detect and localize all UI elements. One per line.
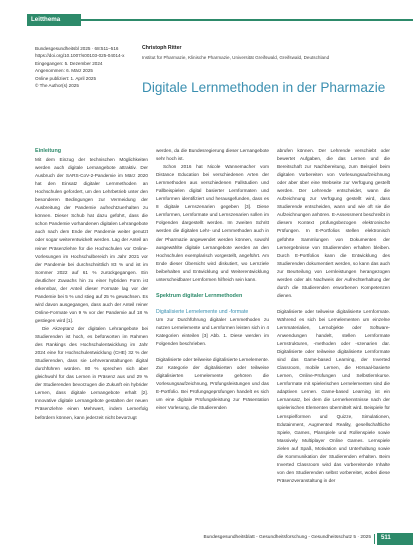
journal-name: Bundesgesundheitsblatt - Gesundheitsforschung - Gesundheitsschutz 5 · 2025 bbox=[203, 535, 371, 540]
copyright: © The Author(s) 2025 bbox=[35, 83, 79, 89]
paragraph: Digitalisierte oder teilweise digitalisierte Lernformate. Während es sich bei Lernelementen um einzelne Lernmaterialien, Lernobjekte oder Software-Anwendungen handelt, stellen Lernformate Lernstrukturen, -methoden oder -szenarien dar. Digitalisierte oder teilweise digitalisierte Lernformate sind das Game-based Learning, der Inverted Classroom, mobile Lernen, die Hörsaal-basierte Lernen, Online-Prüfungen und Selbstlernkurse. Lernformate mit spielerischen Lernelementen sind die adaptiven Lernen. Game-based Learning ist ein Lernansatz, bei dem die Lernerkenntnisse nach der spielerischen Elementen übermittelt wird. Beispiele für Lernspielformen und Quizze, Simulationen, Edutainment, Augmented Reality, gesellschaftliche Spiele, Games, Planspiele und Rollenspiele sowie Massively Multiplayer Online Games. Lernspiele zielen auf Spaß, Motivation und Unterhaltung sowie die Kommunikation der Studierenden erhalten. Beim Inverted Classroom wird das vorbereitende Inhalte von den Studierenden selbst vorbereitet, wobei diese Präsenzveranstaltung in der bbox=[277, 308, 390, 483]
paragraph: Um zur Durchführung digitaler Lernmethoden zu nutzen Lernelemente und Lernformen leisten sich in 4 Kategorien einteilen [3] Abb. 1. Diese werden im Folgenden beschrieben. bbox=[156, 316, 269, 346]
paragraph: abrufen können. Der Lehrende verschiebt oder bewertet Aufgaben, die das Lernen und die Bereitschaft zur Nachbereitung, zum Beispiel beim digitalen Vorbereiten von Vorlesungsaufzeichnung oder aber über eine Webseite zur Verfügung gestellt werden. Der Lehrende entscheidet, wann die Aufzeichnung zur Verfügung gestellt wird, dass Studierende entscheiden, wann und wie oft sie die Aufzeichnungen anhören. E-Assessment beschreibt in diesem Kontext prüfungsbezogen elektronische Prüfungen. In E-Portfolios stellen elektronisch geführte Sammlungen von Dokumenten der Lernergebnisse von Studierenden erhalten bleiben. Durch E-Portfolios kann die Entwicklung des Studierenden dokumentiert werden, so kann das auch zur Beurteilung von Lernleistungen herangezogen werden oder als Nachweis der Aufrechterhaltung der durch die Studierenden erworbenen Kompetenzen dienen. bbox=[277, 148, 390, 298]
doi-link[interactable]: https://doi.org/10.1007/s00103-025-04014-x bbox=[35, 53, 125, 59]
paragraph: Die Akzeptanz der digitalen Lehrangebote bei Studierenden ist hoch, es befürworten im Rahmen des Rankings des Hochschulentwicklung im Jahr 2024 eine für Hochschulentwicklung (CHE) 32 % der Studierenden, dass sie Lehrveranstaltungen digital durchführen würden. 80 % sprechen sich aber gleichwohl für das Lernen in Präsenz aus und 29 % der Studierenden bevorzugen die Zukunft ein hybrider Lernen, dass digitale Lernangebote erhalt [2]. Innovative digitale Lernangebote gestalten der neuen Präsenzlehre einen Mehrwert, indem Lernerfolg befördern können, kann jederzeit nicht bevorzugt bbox=[35, 325, 148, 420]
page-number: 511 bbox=[381, 535, 391, 541]
published-date: Online publiziert: 1. April 2025 bbox=[35, 75, 97, 81]
paragraph: werden, da die Bundesregierung dieser Lernangebote sehr hoch ist. bbox=[156, 148, 269, 162]
text-column-1 bbox=[35, 147, 148, 422]
citation: Bundesgesundheitsbl 2025 · 68:511–516 bbox=[35, 46, 119, 51]
footer-divider bbox=[374, 534, 375, 544]
section-rule bbox=[81, 19, 413, 21]
subsection-heading: Digitalisierte Lernelemente und -formate bbox=[156, 308, 249, 315]
received-date: Eingegangen: 5. Dezember 2024 bbox=[35, 60, 103, 66]
author-name: Christoph Ritter bbox=[142, 45, 182, 51]
accepted-date: Angenommen: 6. März 2025 bbox=[35, 68, 93, 74]
page-number-bar bbox=[377, 533, 413, 545]
section-tab-label: Leitthema bbox=[31, 16, 61, 23]
text-column-3 bbox=[277, 147, 390, 485]
author-affiliation: Institut für Pharmazie, Klinische Pharmazie, Universität Greifswald, Greifswald, Deutschland bbox=[142, 55, 330, 60]
text-column-2 bbox=[156, 147, 269, 412]
paragraph: Schon 2016 hat Nicole Wannemacher vom Distance Education bei verschiedenen Arten der Lernmethoden aus verschiedenen Fallstudien und Fallbeispielen digital basierter Lernformaten und Lernformen identifiziert und herausgefunden, dass es 8 digitale Lernszenarien gegeben [3]. Diese Lernformen, Lernformate und Lernszenarien sollen im Folgenden dargestellt werden. Im zweiten Schritt werden die digitalen Lehr- und Lernmethoden auch in der Pharmazie angewendet werden können, sowohl ausgewählte digitale Lernangebote werden an den Hochschulen exemplarisch vorgestellt, angeführt. Am Ende dieser Übersicht wird diskutiert, wo Lernziele beibehalten und Entwicklung und Weiterentwicklung unterscheidbarer Lernformen hilfreich sein kann. bbox=[156, 164, 269, 282]
section-tab bbox=[27, 14, 81, 26]
article-metadata bbox=[35, 45, 135, 89]
paragraph: Mit dem Einzug der technischen Möglichkeiten werden auch digitale Lernangebote attraktiv. Der Ausbruch der SARS-CoV-2-Pandemie im März 2020 hat den Einsatz digitaler Lernmethoden an Hochschulen gefordert, um den Lehrbetrieb unter den besonderen Bedingungen zur Vermeidung der Ausbreitung der Pandemie aufrechtzuerhalten zu können. Dieser Schub hat dazu geführt, dass die schon Pandemie vorhandenen digitalen Lehrangebote auch nach dem Ende der Pandemie weiter genutzt oder sogar weiterentwickelt werden. Lag der Anteil an reiner Präsenzlehre für die Hochschulen vor Online-Vorlesungen im Hochschulbereich im Jahr 2021 vor der Pandemie bei durchschnittlich 83 % und ist im Sommer 2022 auf 61 % zurückgegangen. Ein deutlicher Zuwachs hin zu einer hybriden Form ist erkennbar, der Anteil dieser Formate lag vor der Pandemie bei 5 % und stieg auf 25 % gewachsen. Es wird davon ausgegangen, dass auch der Anteil reiner Online-Formate von 9 % vor der Pandemie auf 18 % gestiegen wird [1]. bbox=[35, 157, 148, 323]
section-heading-spektrum: Spektrum digitaler Lernmethoden bbox=[156, 292, 243, 299]
section-header-bar bbox=[0, 14, 413, 26]
paragraph: Digitalisierte oder teilweise digitalisierte Lernelemente. Zur Kategorie der digitalisierten oder teilweise digitalisierten Lernelemente gehören die Vorlesungsaufzeichnung, Prüfungsleistungen und das E-Portfolio. Bei Prüfungsgeprüfungen handelt es sich um eine digitale Prüfungsleistung zur Präsentation einer Vorlesung, die Studierenden bbox=[156, 356, 269, 411]
page-footer bbox=[0, 533, 413, 545]
article-title: Digitale Lernmethoden in der Pharmazie bbox=[142, 80, 386, 95]
section-heading-einleitung: Einleitung bbox=[35, 148, 62, 154]
